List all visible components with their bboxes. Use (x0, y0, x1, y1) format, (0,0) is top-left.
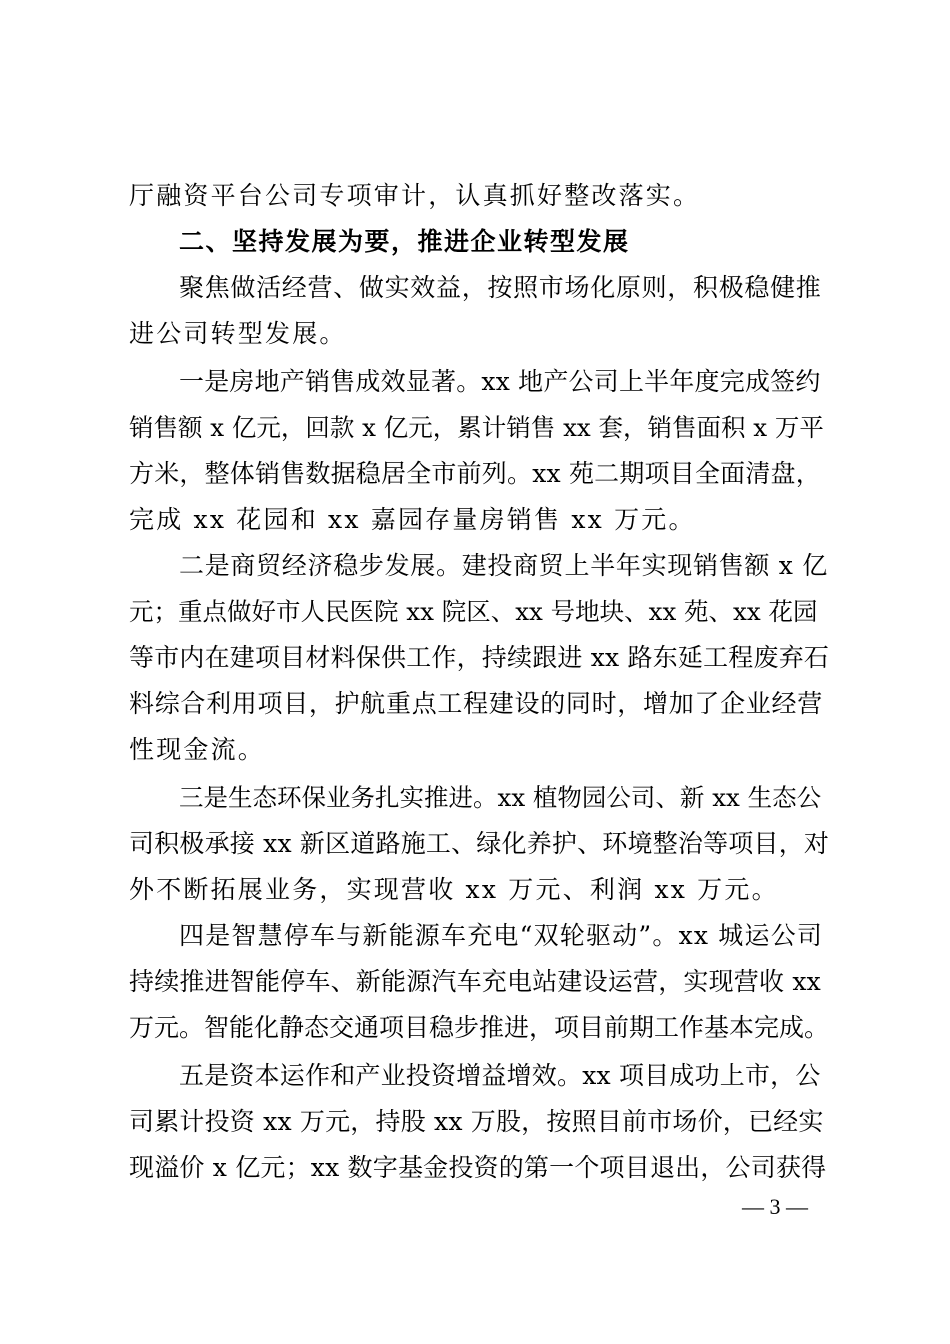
text-line: 元；重点做好市人民医院 xx 院区、xx 号地块、xx 苑、xx 花园 (129, 597, 818, 626)
text-line: 二是商贸经济稳步发展。建投商贸上半年实现销售额 x 亿 (179, 551, 828, 580)
text-line: 万元。智能化静态交通项目稳步推进，项目前期工作基本完成。 (129, 1013, 830, 1042)
text-line: 料综合利用项目，护航重点工程建设的同时，增加了企业经营 (129, 689, 823, 718)
text-line: 五是资本运作和产业投资增益增效。xx 项目成功上市，公 (179, 1061, 821, 1090)
text-line: 进公司转型发展。 (129, 319, 347, 348)
text-line: 方米，整体销售数据稳居全市前列。xx 苑二期项目全面清盘， (129, 459, 821, 488)
text-line: 外不断拓展业务，实现营收 xx 万元、利润 xx 万元。 (129, 875, 779, 904)
text-line: 销售额 x 亿元，回款 x 亿元，累计销售 xx 套，销售面积 x 万平 (129, 413, 824, 442)
section-heading: 二、坚持发展为要，推进企业转型发展 (179, 227, 630, 256)
text-line: 司积极承接 xx 新区道路施工、绿化养护、环境整治等项目，对 (129, 829, 830, 858)
text-line: 持续推进智能停车、新能源汽车充电站建设运营，实现营收 xx (129, 967, 821, 996)
text-line: 完成 xx 花园和 xx 嘉园存量房销售 xx 万元。 (129, 505, 696, 534)
text-line: 四是智慧停车与新能源车充电“双轮驱动”。xx 城运公司 (179, 921, 824, 950)
text-line: 一是房地产销售成效显著。xx 地产公司上半年度完成签约 (179, 367, 821, 396)
text-line: 现溢价 x 亿元；xx 数字基金投资的第一个项目退出，公司获得 (129, 1153, 827, 1182)
text-line: 等市内在建项目材料保供工作，持续跟进 xx 路东延工程废弃石 (129, 643, 830, 672)
text-line: 性现金流。 (129, 735, 266, 764)
text-line: 厅融资平台公司专项审计，认真抓好整改落实。 (129, 181, 701, 210)
text-line: 司累计投资 xx 万元，持股 xx 万股，按照目前市场价，已经实 (129, 1107, 824, 1136)
text-line: 聚焦做活经营、做实效益，按照市场化原则，积极稳健推 (179, 273, 822, 302)
page-number: — 3 — (742, 1194, 808, 1219)
text-line: 三是生态环保业务扎实推进。xx 植物园公司、新 xx 生态公 (179, 783, 822, 812)
